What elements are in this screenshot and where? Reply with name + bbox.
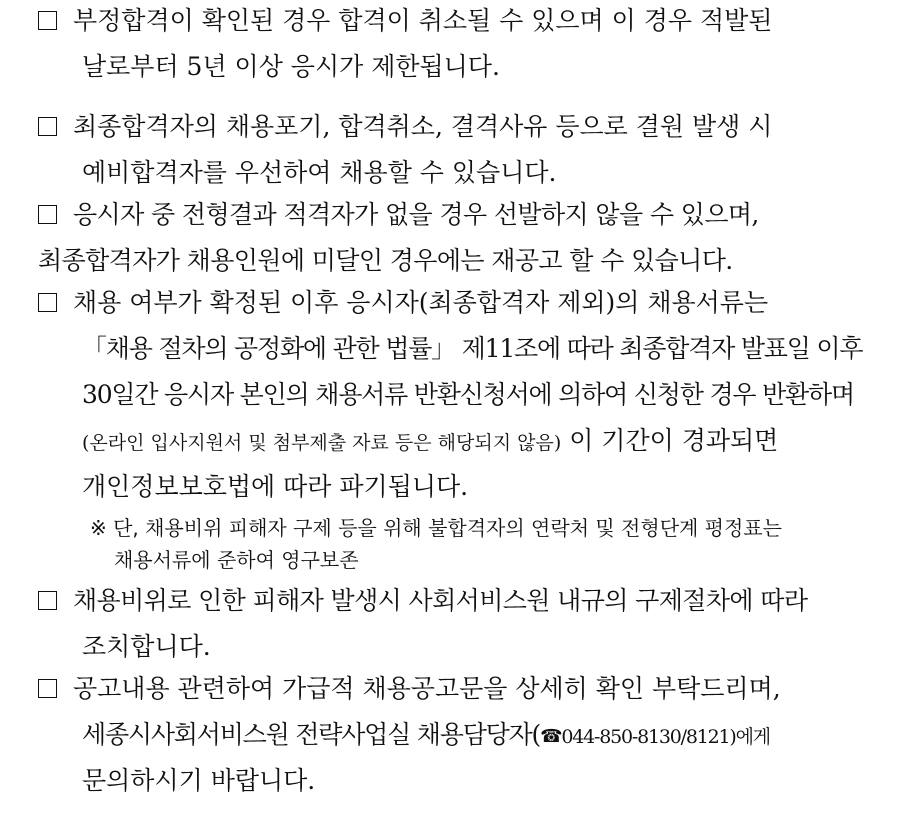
checkbox-square-icon xyxy=(38,205,57,224)
checkbox-square-icon xyxy=(38,117,57,136)
notice-line: 응시자 중 전형결과 적격자가 없을 경우 선발하지 않을 수 있으며, xyxy=(38,198,759,232)
notice-line: 날로부터 5년 이상 응시가 제한됩니다. xyxy=(82,52,500,81)
notice-parenthetical: (온라인 입사지원서 및 첨부제출 자료 등은 해당되지 않음) xyxy=(82,432,562,454)
notice-line: 공고내용 관련하여 가급적 채용공고문을 상세히 확인 부탁드리며, xyxy=(38,672,781,706)
notice-line: 예비합격자를 우선하여 채용할 수 있습니다. xyxy=(82,158,557,187)
notice-line: 세종시사회서비스원 전략사업실 채용담당자(☎044-850-8130/8121)에게 xyxy=(82,718,770,752)
retention-note-continued: 채용서류에 준하여 영구보존 xyxy=(114,548,359,572)
notice-line: 최종합격자의 채용포기, 합격취소, 결격사유 등으로 결원 발생 시 xyxy=(38,110,772,144)
notice-line: 「채용 절차의 공정화에 관한 법률」 제11조에 따라 최종합격자 발표일 이후 xyxy=(82,334,863,363)
notice-line: 부정합격이 확인된 경우 합격이 취소될 수 있으며 이 경우 적발된 xyxy=(38,4,772,38)
notice-line: 채용비위로 인한 피해자 발생시 사회서비스원 내규의 구제절차에 따라 xyxy=(38,584,807,618)
contact-phone-number: 044-850-8130/8121)에게 xyxy=(561,726,770,748)
notice-line: 개인정보보호법에 따라 파기됩니다. xyxy=(82,472,469,501)
notice-line: 최종합격자가 채용인원에 미달인 경우에는 재공고 할 수 있습니다. xyxy=(38,246,733,275)
telephone-icon: ☎ xyxy=(540,726,562,747)
notice-line: 채용 여부가 확정된 이후 응시자(최종합격자 제외)의 채용서류는 xyxy=(38,286,768,320)
notice-line: 문의하시기 바랍니다. xyxy=(82,766,316,795)
notice-line: (온라인 입사지원서 및 첨부제출 자료 등은 해당되지 않음) 이 기간이 경과되면 xyxy=(82,426,779,455)
notice-line: 30일간 응시자 본인의 채용서류 반환신청서에 의하여 신청한 경우 반환하며 xyxy=(82,380,854,409)
retention-note: ※ 단, 채용비위 피해자 구제 등을 위해 불합격자의 연락처 및 전형단계 평정표는 xyxy=(90,516,782,540)
checkbox-square-icon xyxy=(38,11,57,30)
checkbox-square-icon xyxy=(38,293,57,312)
checkbox-square-icon xyxy=(38,679,57,698)
notice-line: 조치합니다. xyxy=(82,632,211,661)
checkbox-square-icon xyxy=(38,591,57,610)
